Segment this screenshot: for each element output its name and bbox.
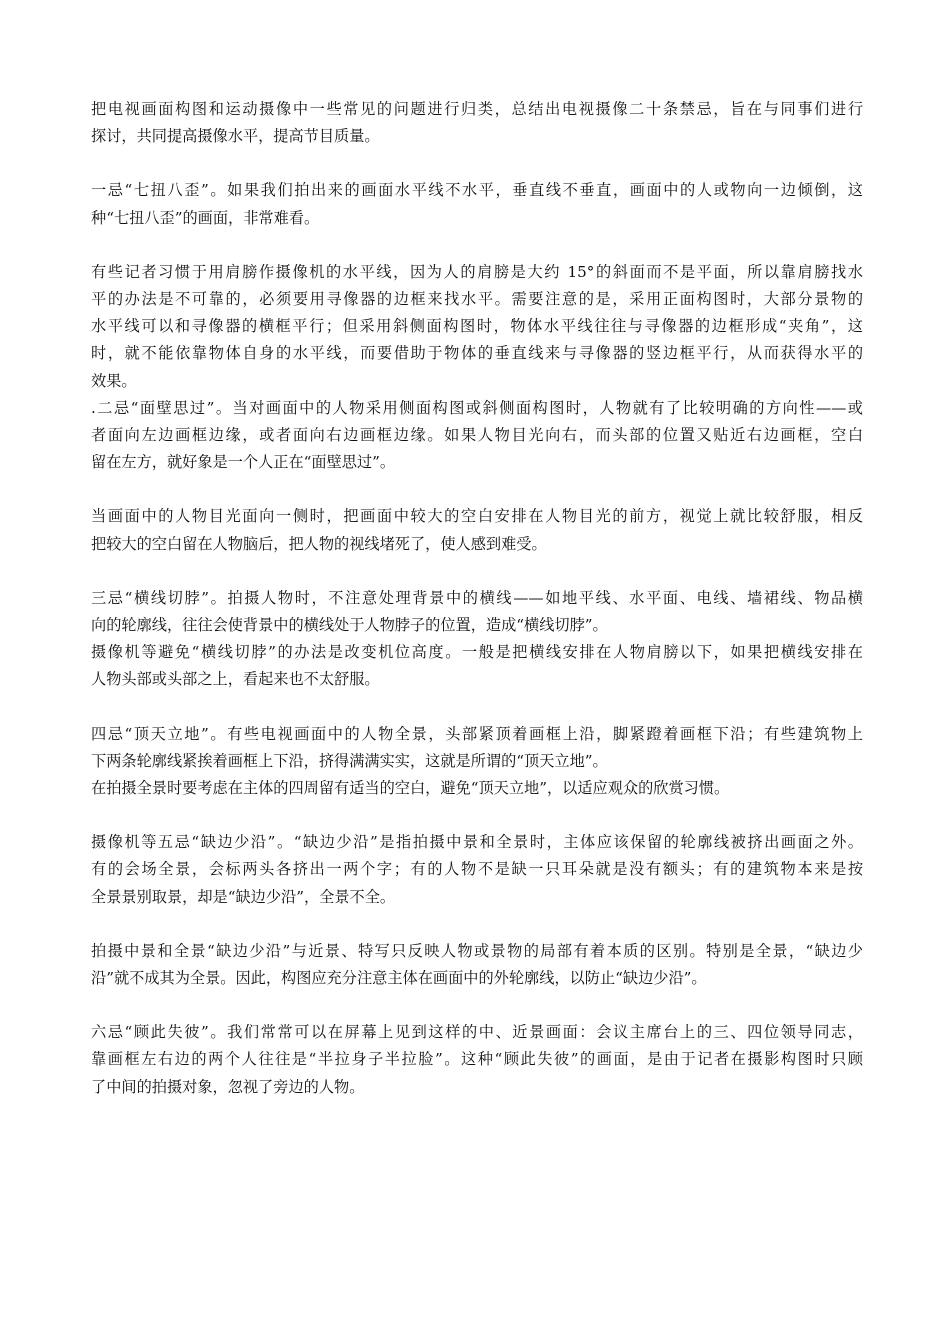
paragraph [91,829,863,911]
paragraph [91,585,863,639]
paragraph [91,503,863,557]
text-line: 留在左方，就好象是一个人正在“面壁思过”。 [91,453,396,472]
text-line: 把较大的空白留在人物脑后，把人物的视线堵死了，使人感到难受。 [91,534,547,553]
text-line: 全景景别取景，却是“缺边少沿”，全景不全。 [91,887,396,906]
text-line: 探讨，共同提高摄像水平，提高节目质量。 [91,127,380,146]
text-line: 摄像机等避免“横线切脖”的办法是改变机位高度。一般是把横线安排在人物肩膀以下，如果把横线安排在 [91,643,863,662]
paragraph [91,1019,863,1101]
text-line: 靠画框左右边的两个人往往是“半拉身子半拉脸”。这种“顾此失彼”的画面，是由于记者在摄影构图时只顾 [91,1050,863,1069]
text-line: 了中间的拍摄对象，忽视了旁边的人物。 [91,1077,365,1096]
paragraph [91,177,863,231]
text-line: 者面向左边画框边缘，或者面向右边画框边缘。如果人物目光向右，而头部的位置又贴近右边画框，空白 [91,426,863,445]
text-line: 人物头部或头部之上，看起来也不太舒服。 [91,670,380,689]
text-line: 有些记者习惯于用肩膀作摄像机的水平线，因为人的肩膀是大约 15°的斜面而不是平面，所以靠肩膀找水 [91,262,863,281]
paragraph [91,721,863,775]
text-line: 一忌“七扭八歪”。如果我们拍出来的画面水平线不水平，垂直线不垂直，画面中的人或物向一边倾倒，这 [91,181,863,200]
paragraph [91,259,863,395]
text-line: 时，就不能依靠物体自身的水平线，而要借助于物体的垂直线来与寻像器的竖边框平行，从而获得水平的 [91,344,863,363]
text-line: 有的会场全景，会标两头各挤出一两个字；有的人物不是缺一只耳朵就是没有额头；有的建筑物本来是按 [91,860,863,879]
paragraph [91,395,863,477]
text-line: 效果。 [91,371,137,390]
text-line: 在拍摄全景时要考虑在主体的四周留有适当的空白，避免“顶天立地”，以适应观众的欣赏习惯。 [91,779,730,798]
text-line: .二忌“面壁思过”。当对画面中的人物采用侧面构图或斜侧面构图时，人物就有了比较明确的方向性——或 [91,398,863,417]
text-line: 当画面中的人物目光面向一侧时，把画面中较大的空白安排在人物目光的前方，视觉上就比较舒服，相反 [91,507,863,526]
text-line: 三忌“横线切脖”。拍摄人物时，不注意处理背景中的横线——如地平线、水平面、电线、墙裙线、物品横 [91,588,863,607]
text-line: 平的办法是不可靠的，必须要用寻像器的边框来找水平。需要注意的是，采用正面构图时，大部分景物的 [91,290,863,309]
text-line: 四忌“顶天立地”。有些电视画面中的人物全景，头部紧顶着画框上沿，脚紧蹬着画框下沿；有些建筑物上 [91,724,863,743]
text-line: 沿”就不成其为全景。因此，构图应充分注意主体在画面中的外轮廓线，以防止“缺边少沿”。 [91,969,707,988]
text-line: 向的轮廓线，往往会使背景中的横线处于人物脖子的位置，造成“横线切脖”。 [91,616,608,635]
paragraph [91,775,863,802]
paragraph [91,938,863,992]
document-body [91,96,863,1101]
text-line: 水平线可以和寻像器的横框平行；但采用斜侧面构图时，物体水平线往往与寻像器的边框形成“夹角”，这 [91,317,863,336]
text-line: 种“七扭八歪”的画面，非常难看。 [91,208,320,227]
text-line: 六忌“顾此失彼”。我们常常可以在屏幕上见到这样的中、近景画面：会议主席台上的三、四位领导同志， [91,1023,863,1042]
paragraph [91,639,863,693]
paragraph [91,96,863,150]
text-line: 把电视画面构图和运动摄像中一些常见的问题进行归类，总结出电视摄像二十条禁忌，旨在与同事们进行 [91,100,863,118]
text-line: 下两条轮廓线紧挨着画框上下沿，挤得满满实实，这就是所谓的“顶天立地”。 [91,751,608,770]
text-line: 拍摄中景和全景“缺边少沿”与近景、特写只反映人物或景物的局部有着本质的区别。特别是全景，“缺边少 [91,941,863,960]
text-line: 摄像机等五忌“缺边少沿”。“缺边少沿”是指拍摄中景和全景时，主体应该保留的轮廓线被挤出画面之外。 [91,833,863,852]
